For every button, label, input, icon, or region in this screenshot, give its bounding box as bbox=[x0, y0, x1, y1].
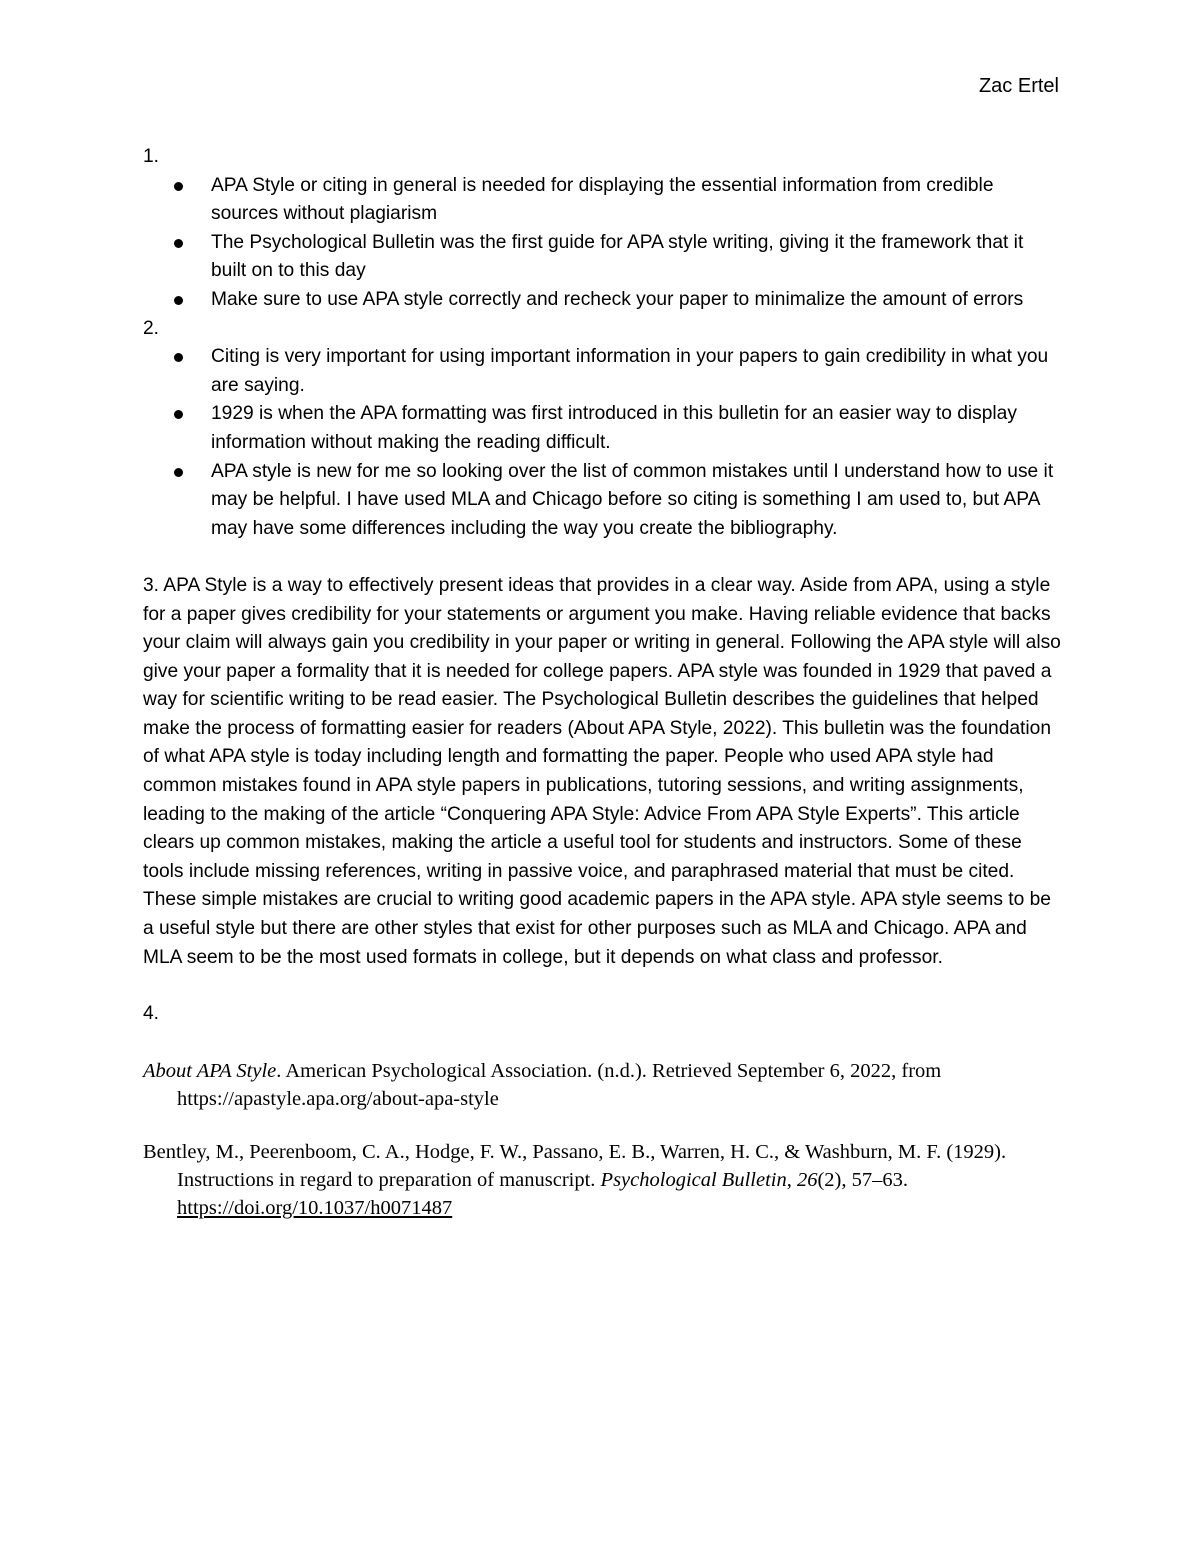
list-item: Citing is very important for using important information in your papers to gain credibility in what you are saying. bbox=[211, 343, 1063, 400]
list-item: APA Style or citing in general is needed for displaying the essential information from credible sources without plagiarism bbox=[211, 172, 1063, 229]
doi-link[interactable]: https://doi.org/10.1037/h0071487 bbox=[177, 1196, 453, 1219]
section-3-paragraph: 3. APA Style is a way to effectively present ideas that provides in a clear way. Aside from APA, using a style for a paper gives credibility for your statements or argument you make. Having reliable evidence that backs your claim will always gain you credibility in your paper or writing in general. Following the APA style will also give your paper a formality that it is needed for college papers. APA style was founded in 1929 that paved a way for scientific writing to be read easier. The Psychological Bulletin describes the guidelines that helped make the process of formatting easier for readers (About APA Style, 2022). This bulletin was the foundation of what APA style is today including length and formatting the paper. People who used APA style had common mistakes found in APA style papers in publications, tutoring sessions, and writing assignments, leading to the making of the article “Conquering APA Style: Advice From APA Style Experts”. This article clears up common mistakes, making the article a useful tool for students and instructors. Some of these tools include missing references, writing in passive voice, and paraphrased material that must be cited. These simple mistakes are crucial to writing good academic papers in the APA style. APA style seems to be a useful style but there are other styles that exist for other purposes such as MLA and Chicago. APA and MLA seem to be the most used formats in college, but it depends on what class and professor. bbox=[143, 574, 1061, 968]
list-item: Make sure to use APA style correctly and recheck your paper to minimalize the amount of errors bbox=[211, 286, 1063, 315]
bullet-icon bbox=[174, 353, 183, 362]
reference-entry-1: About APA Style. American Psychological Association. (n.d.). Retrieved September 6, 2022, from https://apastyle.apa.org/about-apa-style bbox=[143, 1059, 942, 1110]
bullet-icon bbox=[174, 239, 183, 248]
journal-name: Psychological Bulletin bbox=[600, 1168, 787, 1191]
list-item: 1929 is when the APA formatting was first introduced in this bulletin for an easier way to display information without making the reading difficult. bbox=[211, 400, 1063, 457]
section-1-number: 1. bbox=[143, 146, 160, 167]
document-body bbox=[143, 143, 1063, 1247]
section-2-number: 2. bbox=[143, 317, 160, 339]
bullet-icon bbox=[174, 468, 183, 477]
bullet-icon bbox=[174, 182, 183, 191]
reference-list bbox=[143, 1057, 1063, 1222]
section-4-number: 4. bbox=[143, 1003, 160, 1025]
section-2-list bbox=[143, 343, 1063, 543]
reference-title: About APA Style bbox=[143, 1059, 277, 1082]
reference-entry-2: Bentley, M., Peerenboom, C. A., Hodge, F. W., Passano, E. B., Warren, H. C., & Washburn, M. F. (1929). Instructions in regard to preparation of manuscript. Psychological Bulletin, 26(2), 57–63. https://doi.org/10.1037/h0071487 bbox=[143, 1140, 1007, 1219]
author-name: Zac Ertel bbox=[978, 75, 1059, 97]
list-item: APA style is new for me so looking over the list of common mistakes until I understand how to use it may be helpful. I have used MLA and Chicago before so citing is something I am used to, but APA may have some differences including the way you create the bibliography. bbox=[211, 458, 1063, 544]
section-1-list bbox=[143, 172, 1063, 315]
journal-volume: 26 bbox=[796, 1168, 818, 1191]
list-item: The Psychological Bulletin was the first guide for APA style writing, giving it the framework that it built on to this day bbox=[211, 229, 1063, 286]
bullet-icon bbox=[174, 296, 183, 305]
bullet-icon bbox=[174, 410, 183, 419]
